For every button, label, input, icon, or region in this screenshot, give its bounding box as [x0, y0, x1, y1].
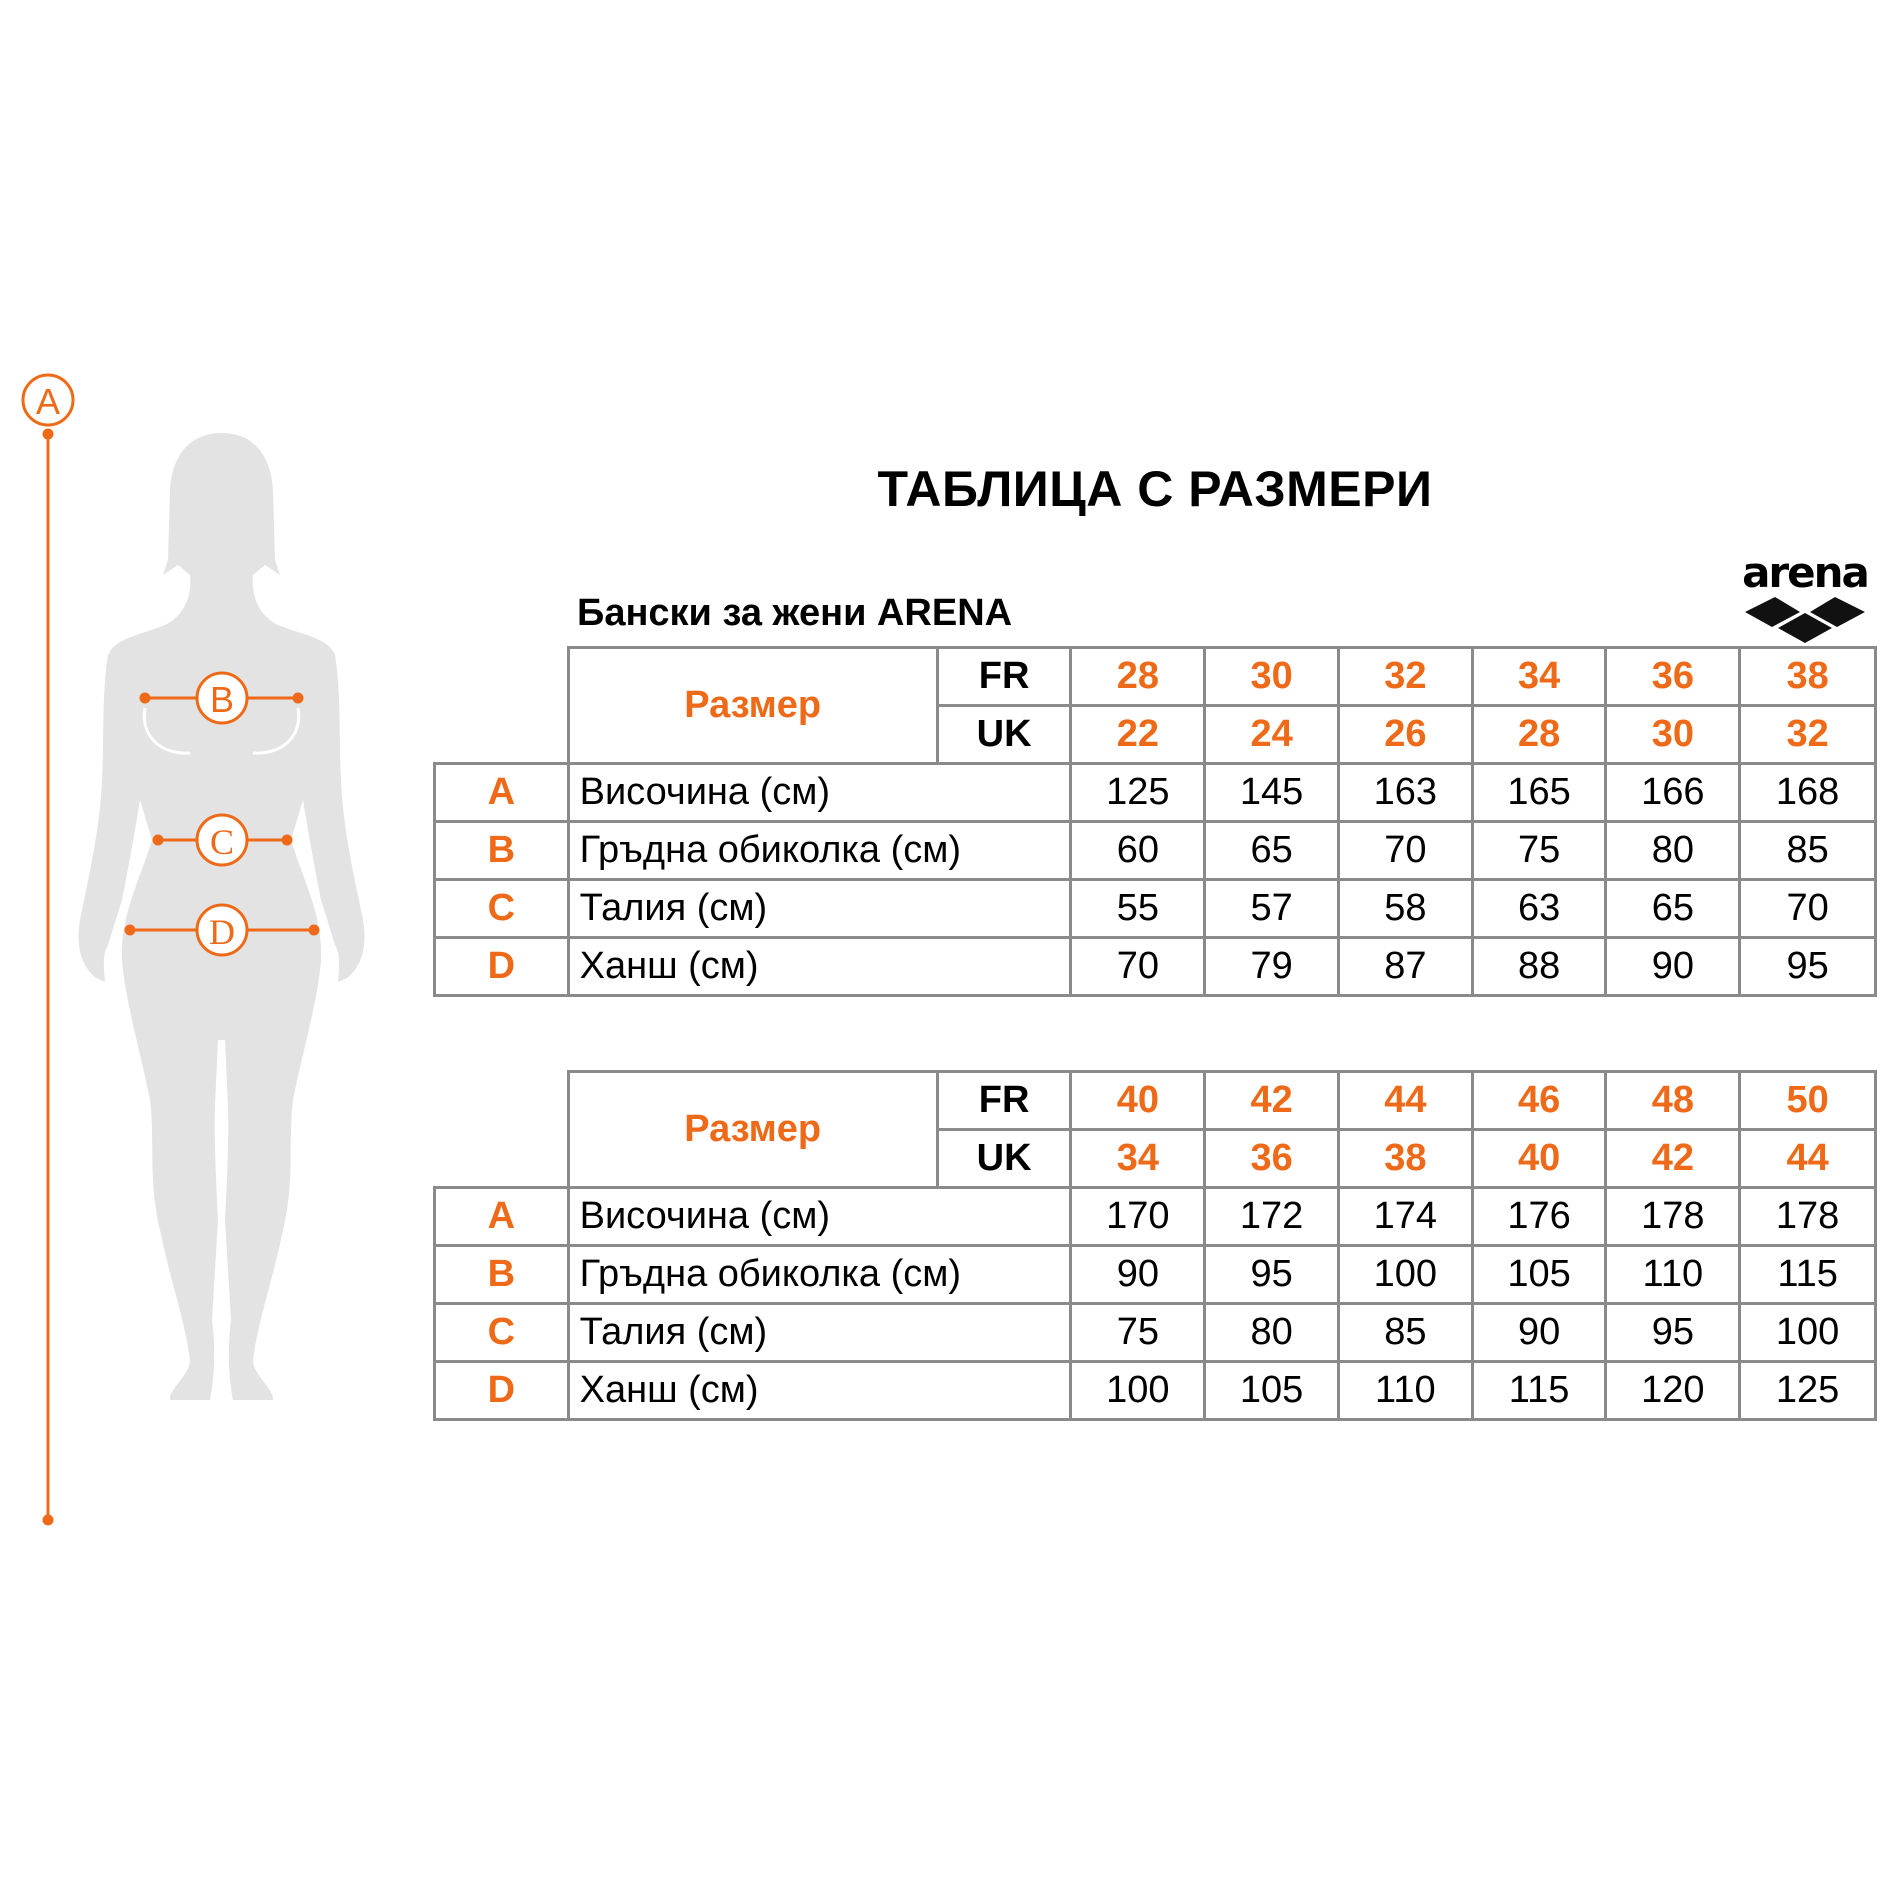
cell-value: 70: [1338, 822, 1472, 880]
cell-value: 70: [1071, 938, 1205, 996]
empty-corner: [435, 1072, 569, 1188]
row-letter: C: [435, 1304, 569, 1362]
uk-size: 32: [1740, 706, 1876, 764]
empty-corner: [435, 648, 569, 764]
cell-value: 95: [1205, 1246, 1339, 1304]
cell-value: 57: [1205, 880, 1339, 938]
cell-value: 88: [1472, 938, 1606, 996]
cell-value: 176: [1472, 1188, 1606, 1246]
row-label: Ханш (см): [568, 1362, 1071, 1420]
uk-size: 38: [1338, 1130, 1472, 1188]
cell-value: 70: [1740, 880, 1876, 938]
uk-size: 30: [1606, 706, 1740, 764]
fr-size: 48: [1606, 1072, 1740, 1130]
cell-value: 60: [1071, 822, 1205, 880]
row-label: Гръдна обиколка (см): [568, 822, 1071, 880]
table-row: [435, 764, 1876, 822]
cell-value: 115: [1472, 1362, 1606, 1420]
body-measurement-figure: [0, 360, 400, 1560]
cell-value: 80: [1606, 822, 1740, 880]
svg-text:B: B: [209, 679, 235, 720]
row-letter: C: [435, 880, 569, 938]
uk-size: 42: [1606, 1130, 1740, 1188]
cell-value: 165: [1472, 764, 1606, 822]
fr-size: 34: [1472, 648, 1606, 706]
table-row: [435, 1188, 1876, 1246]
cell-value: 178: [1740, 1188, 1876, 1246]
arena-diamonds-icon: [1740, 594, 1870, 644]
product-subtitle: Бански за жени ARENA: [577, 592, 1013, 634]
uk-size: 44: [1740, 1130, 1876, 1188]
svg-text:C: C: [209, 822, 235, 862]
uk-size: 28: [1472, 706, 1606, 764]
cell-value: 79: [1205, 938, 1339, 996]
cell-value: 90: [1071, 1246, 1205, 1304]
table-row: [435, 1362, 1876, 1420]
uk-size: 22: [1071, 706, 1205, 764]
cell-value: 75: [1472, 822, 1606, 880]
cell-value: 168: [1740, 764, 1876, 822]
cell-value: 172: [1205, 1188, 1339, 1246]
cell-value: 95: [1740, 938, 1876, 996]
size-header: Размер: [568, 1072, 937, 1188]
row-letter: B: [435, 822, 569, 880]
row-label: Гръдна обиколка (см): [568, 1246, 1071, 1304]
fr-size: 38: [1740, 648, 1876, 706]
cell-value: 120: [1606, 1362, 1740, 1420]
row-label: Ханш (см): [568, 938, 1071, 996]
cell-value: 105: [1205, 1362, 1339, 1420]
cell-value: 90: [1472, 1304, 1606, 1362]
cell-value: 110: [1606, 1246, 1740, 1304]
cell-value: 125: [1071, 764, 1205, 822]
cell-value: 170: [1071, 1188, 1205, 1246]
cell-value: 80: [1205, 1304, 1339, 1362]
page-title: ТАБЛИЦА С РАЗМЕРИ: [877, 461, 1433, 517]
uk-label: UK: [937, 706, 1071, 764]
uk-size: 36: [1205, 1130, 1339, 1188]
fr-label: FR: [937, 1072, 1071, 1130]
svg-text:D: D: [209, 912, 235, 952]
size-header: Размер: [568, 648, 937, 764]
fr-size: 28: [1071, 648, 1205, 706]
row-label: Височина (см): [568, 1188, 1071, 1246]
fr-size: 50: [1740, 1072, 1876, 1130]
cell-value: 90: [1606, 938, 1740, 996]
table-row: [435, 1246, 1876, 1304]
uk-size: 40: [1472, 1130, 1606, 1188]
size-table-2: [433, 1070, 1877, 1421]
row-letter: A: [435, 1188, 569, 1246]
row-label: Талия (см): [568, 1304, 1071, 1362]
row-letter: D: [435, 1362, 569, 1420]
cell-value: 65: [1205, 822, 1339, 880]
fr-label: FR: [937, 648, 1071, 706]
arena-logo: [1740, 548, 1870, 643]
cell-value: 145: [1205, 764, 1339, 822]
row-label: Височина (см): [568, 764, 1071, 822]
fr-size: 32: [1338, 648, 1472, 706]
row-letter: B: [435, 1246, 569, 1304]
table-row: [435, 1304, 1876, 1362]
uk-size: 26: [1338, 706, 1472, 764]
arena-logo-text: arena: [1742, 548, 1868, 597]
cell-value: 166: [1606, 764, 1740, 822]
cell-value: 163: [1338, 764, 1472, 822]
cell-value: 65: [1606, 880, 1740, 938]
cell-value: 95: [1606, 1304, 1740, 1362]
table-row: [435, 822, 1876, 880]
cell-value: 85: [1740, 822, 1876, 880]
fr-size: 42: [1205, 1072, 1339, 1130]
fr-size: 46: [1472, 1072, 1606, 1130]
size-table-1: [433, 646, 1877, 997]
fr-size: 30: [1205, 648, 1339, 706]
cell-value: 100: [1740, 1304, 1876, 1362]
table-row: [435, 938, 1876, 996]
row-letter: A: [435, 764, 569, 822]
cell-value: 178: [1606, 1188, 1740, 1246]
cell-value: 110: [1338, 1362, 1472, 1420]
cell-value: 63: [1472, 880, 1606, 938]
uk-size: 24: [1205, 706, 1339, 764]
row-letter: D: [435, 938, 569, 996]
cell-value: 100: [1338, 1246, 1472, 1304]
cell-value: 85: [1338, 1304, 1472, 1362]
cell-value: 58: [1338, 880, 1472, 938]
cell-value: 125: [1740, 1362, 1876, 1420]
fr-size: 40: [1071, 1072, 1205, 1130]
cell-value: 115: [1740, 1246, 1876, 1304]
cell-value: 75: [1071, 1304, 1205, 1362]
table-row: [435, 880, 1876, 938]
uk-size: 34: [1071, 1130, 1205, 1188]
fr-size: 36: [1606, 648, 1740, 706]
uk-label: UK: [937, 1130, 1071, 1188]
row-label: Талия (см): [568, 880, 1071, 938]
cell-value: 100: [1071, 1362, 1205, 1420]
cell-value: 174: [1338, 1188, 1472, 1246]
cell-value: 87: [1338, 938, 1472, 996]
height-marker-a: [23, 375, 73, 1525]
cell-value: 105: [1472, 1246, 1606, 1304]
cell-value: 55: [1071, 880, 1205, 938]
fr-size: 44: [1338, 1072, 1472, 1130]
svg-text:A: A: [35, 381, 61, 422]
